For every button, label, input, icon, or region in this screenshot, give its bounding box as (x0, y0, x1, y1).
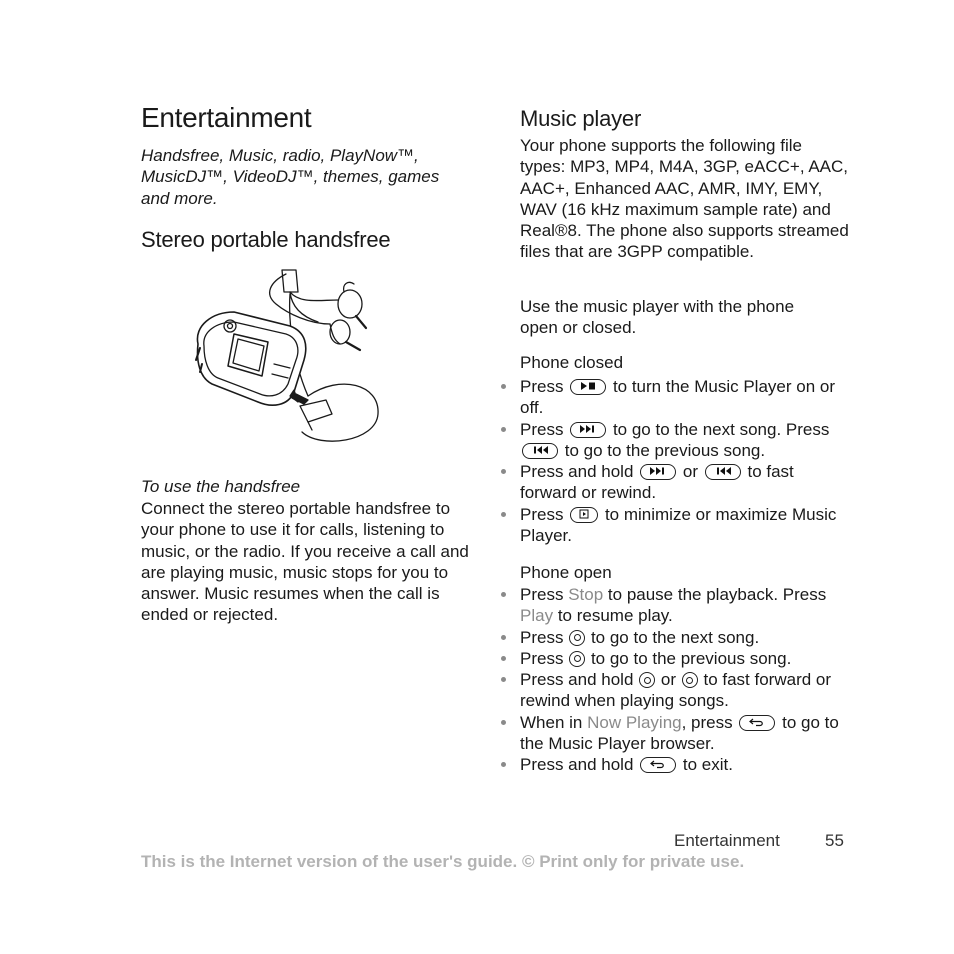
back-key-icon (640, 757, 676, 773)
now-playing-label: Now Playing (587, 712, 682, 732)
handsfree-body: Connect the stereo portable handsfree to your phone to use it for calls, listening to music, or the radio. If you receive a call and are playing music, music stops for you to answer. Music resumes when the call is ended or rejected. (141, 499, 469, 625)
list-item: Press and hold to exit. (500, 754, 852, 775)
navigation-key-left-icon (569, 651, 585, 667)
play-softkey-label: Play (520, 606, 554, 626)
list-item: Press and hold or to fast forward or rewind. (500, 461, 852, 504)
minimize-key-icon (570, 507, 598, 523)
phone-open-heading: Phone open (520, 563, 612, 582)
page-number: 55 (825, 831, 844, 850)
list-item: Press to turn the Music Player on or off. (500, 376, 852, 419)
usage-text: Use the music player with the phone open or closed. (520, 297, 795, 338)
play-stop-key-icon (570, 379, 606, 395)
phone-closed-heading: Phone closed (520, 353, 624, 372)
file-types-text: Your phone supports the following file types: MP3, MP4, M4A, 3GP, eACC+, AAC, AAC+, Enhanced AAC, AMR, IMY, EMY, WAV (16 kHz maximum sample rate) and Real®8. The phone also supports streamed files that are 3GPP compatible. (520, 136, 849, 262)
list-item: Press to go to the next song. Press to go to the previous song. (500, 419, 852, 462)
stop-softkey-label: Stop (568, 585, 604, 604)
footer-section-label: Entertainment (674, 831, 780, 850)
page-title: Entertainment (141, 102, 312, 133)
list-item: Press to minimize or maximize Music Player. (500, 504, 852, 547)
navigation-key-left-icon (682, 672, 698, 688)
section-title-handsfree: Stereo portable handsfree (141, 227, 391, 252)
section-title-music-player: Music player (520, 106, 642, 131)
next-track-key-icon (570, 422, 606, 438)
back-key-icon (739, 715, 775, 731)
navigation-key-right-icon (639, 672, 655, 688)
previous-track-key-icon (522, 443, 558, 459)
phone-closed-list (500, 376, 852, 546)
subheading-handsfree: To use the handsfree (141, 477, 301, 496)
navigation-key-right-icon (569, 630, 585, 646)
intro-text: Handsfree, Music, radio, PlayNow™, MusicDJ™, VideoDJ™, themes, games and more. (141, 146, 440, 208)
list-item: Press to go to the previous song. (500, 648, 852, 669)
list-item: Press to go to the next song. (500, 627, 852, 648)
list-item: Press Stop to pause the playback. Press Play to resume play. (500, 584, 852, 627)
next-track-key-icon (640, 464, 676, 480)
previous-track-key-icon (705, 464, 741, 480)
list-item: Press and hold or to fast forward or rewind when playing songs. (500, 669, 852, 712)
footer-note: This is the Internet version of the user's guide. © Print only for private use. (141, 852, 745, 871)
phone-open-list (500, 584, 852, 776)
list-item: When in Now Playing, press to go to the Music Player browser. (500, 712, 852, 755)
handsfree-illustration (190, 264, 386, 456)
